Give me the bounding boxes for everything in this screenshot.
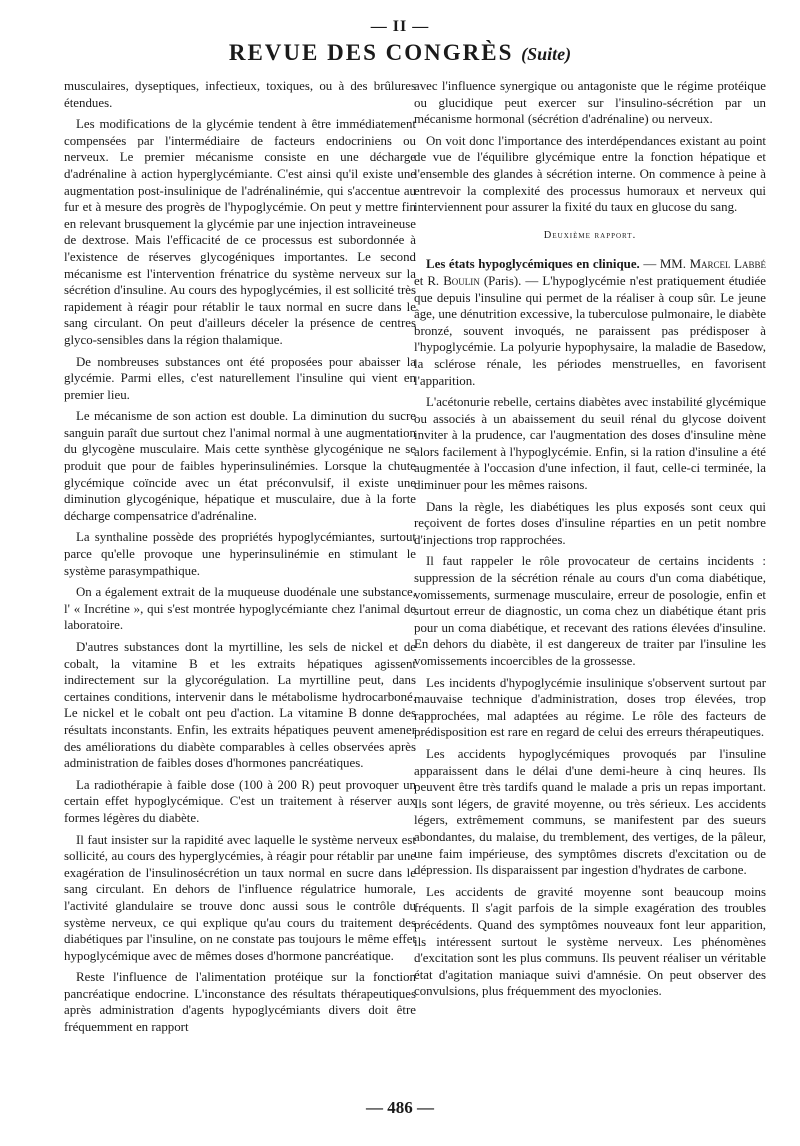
report-lead-paragraph [414,256,766,389]
report-title: Les états hypoglycémiques en clinique. [426,257,640,272]
page-title [0,40,800,66]
paragraph: avec l'influence synergique ou antagoniste que le régime protéique ou glucidique peut exercer sur l'insulino-sécrétion par un mécanisme hormonal (sécrétion d'adrénaline) ou nerveux. [414,79,766,127]
left-column [64,78,416,1041]
section-heading: Deuxième rapport. [543,229,637,241]
paragraph: Les modifications de la glycémie tendent à être immédiatement compensées par l'intermédiaire de facteurs endocriniens ou nerveux. Le premier mécanisme consiste en une décharge d'adrénaline à action hyperglycémiante. C'est ainsi qu'il existe une augmentation post-insulinique de l'adrénalinémie, qui s'accentue au fur et à mesure des progrès de l'hypoglycémie. On peut y mettre fin en relevant brusquement la glycémie par une injection intraveineuse de dextrose. Mais l'efficacité de ce processus est subordonnée à l'existence de réserves glycogéniques importantes. Le second mécanisme est l'intervention frénatrice du système nerveux sur la sécrétion d'insuline. Au cours des hypoglycémies, il est sollicité très rapidement à réagir pour rétablir le taux normal en sucre dans le sang circulant. On peut d'ailleurs déceler la présence de centres glyco-sensibles dans la région thalamique. [64,117,416,347]
paragraph: On a également extrait de la muqueuse duodénale une substance, l' « Incrétine », qui s'est montrée hypoglycémiante chez l'animal de laboratoire. [64,585,416,633]
journal-title: REVUE DES CONGRÈS [228,40,514,65]
author-name: Boulin [443,273,480,288]
paragraph: Dans la règle, les diabétiques les plus exposés sont ceux qui reçoivent de fortes doses d'insuline réparties en un petit nombre d'injections trop rapprochées. [414,499,766,547]
author-conjunction: et R. [414,273,440,288]
authors-prefix: — MM. [643,257,686,272]
paragraph: On voit donc l'importance des interdépendances existant au point de vue de l'équilibre glycémique entre la fonction hépatique et l'ensemble des glandes à sécrétion interne. On commence à peine à entrevoir la complexité des processus humoraux et nerveux qui interviennent pour assurer la fixité du taux en glucose du sang. [414,133,766,215]
paragraph: Il faut insister sur la rapidité avec laquelle le système nerveux est sollicité, au cours des hyperglycémies, à réagir pour rétablir par une exagération de l'insulinosécrétion un taux normal en sucre dans le sang circulant. En dehors de l'influence régulatrice humorale, l'activité glandulaire se trouve donc aussi sous le contrôle du système nerveux, ce qui explique qu'au cours du traitement des diabétiques par l'insuline, on ne constate pas toujours le même effet hypoglycémique avec de mêmes doses d'hormone pancréatique. [64,832,416,963]
paragraph: Le mécanisme de son action est double. La diminution du sucre sanguin paraît due surtout chez l'animal normal à une augmentation du glycogène musculaire. Mais cette synthèse glycogénique ne se produit que pour de faibles hyperinsulinémies. Lorsque la chute glycémique coïncide avec un état préconvulsif, il existe une diminution glycogénique, hépatique et musculaire, due à la forte décharge compensatrice d'adrénaline. [64,409,416,523]
paragraph: La synthaline possède des propriétés hypoglycémiantes, surtout parce qu'elle provoque une hyperinsulinémie en stimulant le système parasympathique. [64,530,416,578]
paragraph: Les incidents d'hypoglycémie insulinique s'observent surtout par mauvaise technique d'administration, doses trop élevées, trop rapprochées, mal adaptées au régime. Le rôle des facteurs de prédisposition est rare en regard de celui des erreurs thérapeutiques. [414,675,766,740]
paragraph: De nombreuses substances ont été proposées pour abaisser la glycémie. Parmi elles, c'est naturellement l'insuline qui vient en premier lieu. [64,354,416,402]
page-roman-numeral: — II — [370,18,430,35]
paragraph: L'acétonurie rebelle, certains diabètes avec instabilité glycémique ou associés à un abaissement du seuil rénal du glycose doivent inviter à la prudence, car l'augmentation des doses d'insuline mène alors facilement à l'hypoglycémie. Enfin, si la ration d'insuline a été augmentée à l'occasion d'une infection, il faut, celle-ci terminée, la diminuer pour les mêmes raisons. [414,395,766,493]
paragraph: D'autres substances dont la myrtilline, les sels de nickel et de cobalt, la vitamine B et les extraits hépatiques agissent indirectement sur la glycorégulation. La myrtilline peut, dans certaines conditions, intervenir dans le métabolisme hydrocarboné. Le nickel et le cobalt ont peu d'action. La vitamine B donne des résultats inconstants. Enfin, les extraits hépatiques peuvent amener des améliorations du diabète comparables à celles observées après administration de faibles doses d'hormones pancréatiques. [64,640,416,771]
paragraph: Les accidents de gravité moyenne sont beaucoup moins fréquents. Il s'agit parfois de la simple exagération des troubles précédents. Quand des symptômes nouveaux font leur apparition, ils intéressent surtout le système nerveux. Les phénomènes d'excitation sont les plus communs. Ils peuvent réaliser un véritable état d'agitation maniaque suivi d'amnésie. On peut observer des convulsions, plus fréquemment des myoclonies. [414,884,766,999]
paragraph: Les accidents hypoglycémiques provoqués par l'insuline apparaissent dans le délai d'une demi-heure à cinq heures. Ils peuvent être très tardifs quand le malade a pris un repas important. Ils sont légers, de gravité moyenne, ou très sérieux. Les accidents légers, extrêmement communs, se manifestent par des sueurs abondantes, du malaise, du tremblement, des vertiges, de la pâleur, une faim impérieuse, des symptômes discrets d'excitation ou de dépression. Ils disparaissent par ingestion d'hydrates de carbone. [414,746,766,878]
paragraph: musculaires, dyseptiques, infectieux, toxiques, ou à des brûlures étendues. [64,79,416,110]
right-column [414,78,766,1005]
paragraph: La radiothérapie à faible dose (100 à 200 R) peut provoquer un certain effet hypoglycémique. C'est un traitement à réserver aux formes légères du diabète. [64,777,416,825]
author-name: Marcel Labbé [689,257,767,272]
title-suite: (Suite) [521,44,572,64]
paragraph: Il faut rappeler le rôle provocateur de certains incidents : suppression de la sécrétion rénale au cours d'un coma diabétique, vomissements, surmenage musculaire, erreur de posologie, enfin et surtout erreur de diagnostic, un coma chez un diabétique étant pris pour un coma diabétique, et recevant des rations élevées d'insuline. En dehors du diabète, il est dangereux de traiter par l'insuline les vomissements incoercibles de la grossesse. [414,554,766,668]
paragraph: Reste l'influence de l'alimentation protéique sur la fonction pancréatique endocrine. L'inconstance des résultats thérapeutiques après administration d'agents hypoglycémiants divers doit être fréquemment en rapport [64,970,416,1035]
report-lead-text: (Paris). — L'hypoglycémie n'est pratiquement étudiée que depuis l'insuline qui permet de la réaliser à coup sûr. Le jeune âge, une dénutrition excessive, la tuberculose pulmonaire, le diabète bronzé, souvent invoqués, ne paraissent pas prédisposer à l'hypoglycémie. La polyurie hypophysaire, la maladie de Basedow, la sclérose rénale, les périodes menstruelles, en favorisent l'apparition. [414,273,766,388]
page-number: — 486 — [366,1098,434,1117]
